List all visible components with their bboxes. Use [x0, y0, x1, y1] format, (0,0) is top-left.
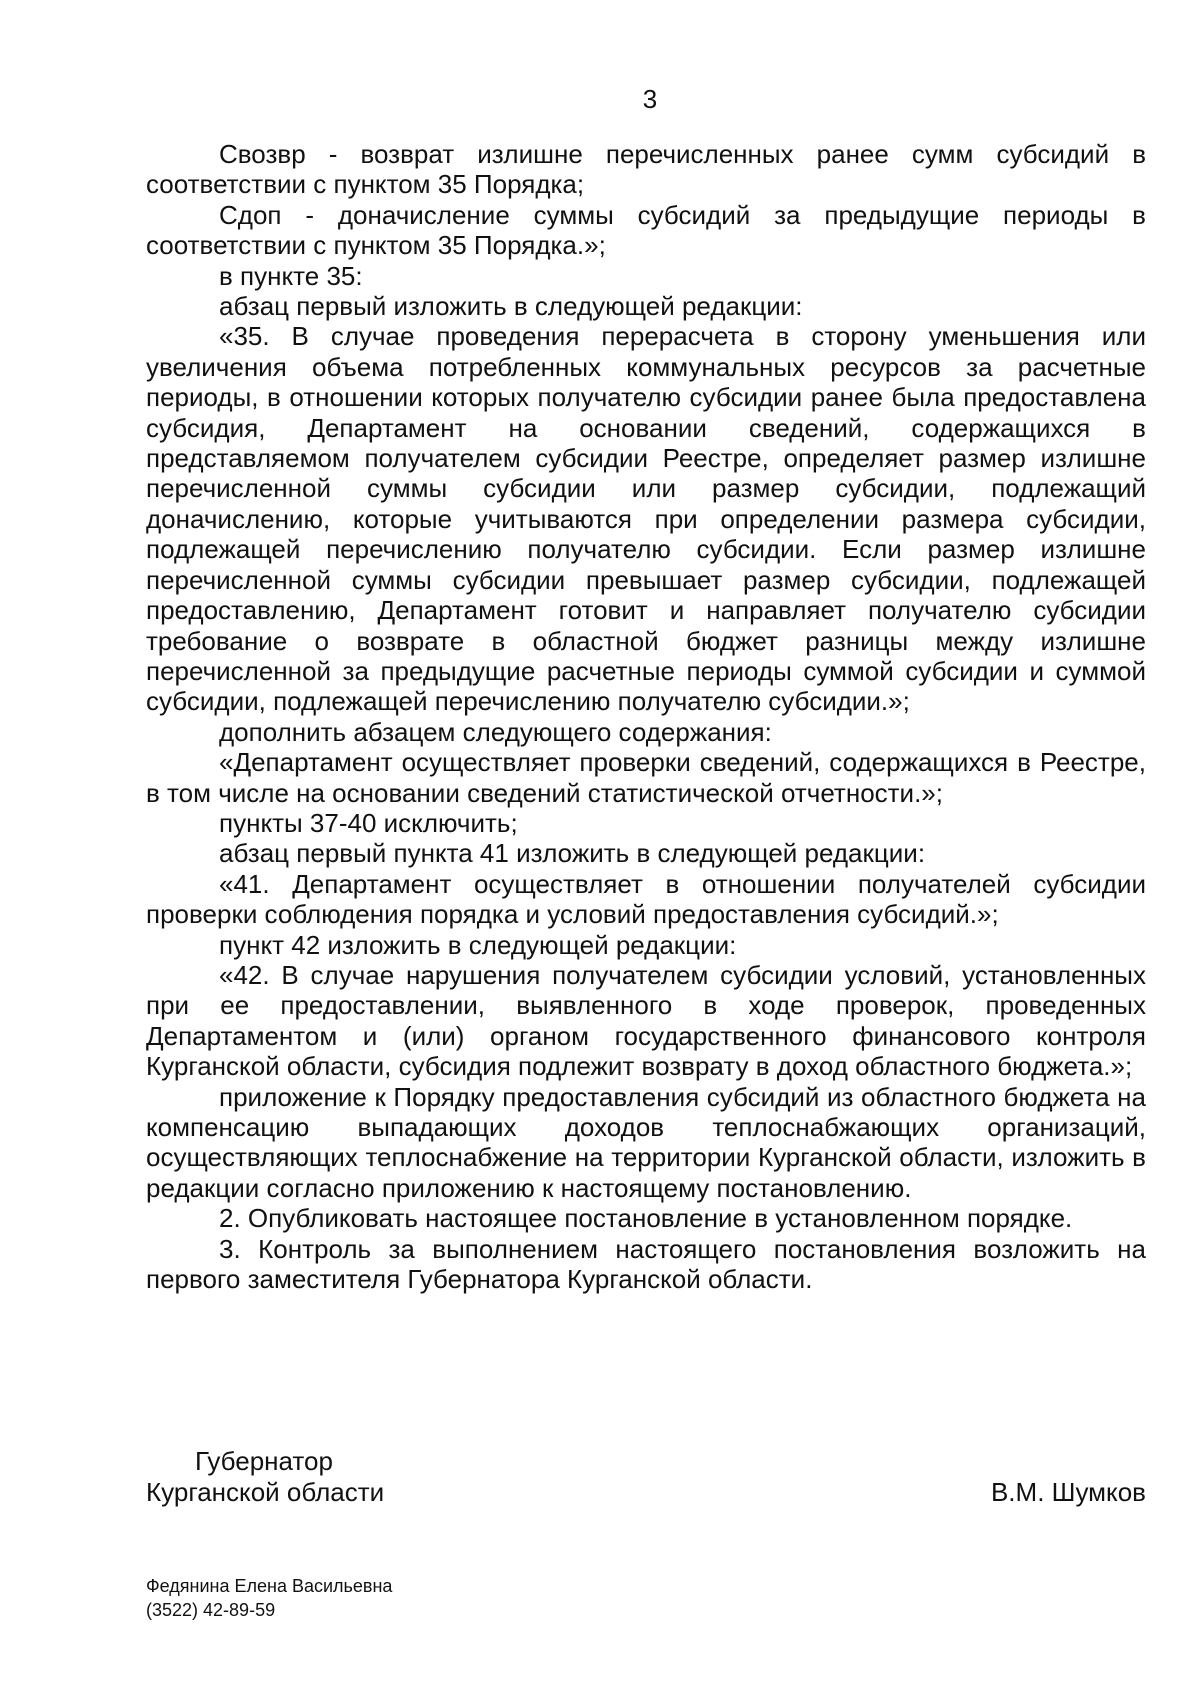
paragraph: в пункте 35:: [219, 260, 363, 291]
paragraph: пункты 37-40 исключить;: [219, 807, 518, 838]
paragraph: абзац первый пункта 41 изложить в следующей редакции:: [219, 838, 926, 869]
page-number: 3: [642, 84, 658, 114]
paragraph: Свозвр - возврат излишне перечисленных ранее сумм субсидий в соответствии с пунктом 35 Порядка;: [146, 139, 1146, 200]
paragraph: «42. В случае нарушения получателем субсидии условий, установленных при ее предоставлении, выявленного в ходе проверок, проведенных Департаментом и (или) органом государственного финансового контроля Курганской области, субсидия подлежит возврату в доход областного бюджета.»;: [146, 959, 1146, 1082]
paragraph: приложение к Порядку предоставления субсидий из областного бюджета на компенсацию выпадающих доходов теплоснабжающих организаций, осуществляющих теплоснабжение на территории Курганской области, изложить в редакции согласно приложению к настоящему постановлению.: [146, 1081, 1146, 1203]
paragraph: «Департамент осуществляет проверки сведений, содержащихся в Реестре, в том числе на основании сведений статистической отчетности.»;: [146, 747, 1146, 808]
paragraph: «41. Департамент осуществляет в отношении получателей субсидии проверки соблюдения порядка и условий предоставления субсидий.»;: [146, 868, 1146, 930]
paragraph: пункт 42 изложить в следующей редакции:: [219, 929, 737, 960]
paragraph: абзац первый изложить в следующей редакции:: [219, 291, 803, 322]
signatory-region: Курганской области: [146, 1477, 385, 1507]
executor-phone: (3522) 42-89-59: [146, 1600, 276, 1620]
paragraph: 3. Контроль за выполнением настоящего постановления возложить на первого заместителя Губернатора Курганской области.: [146, 1233, 1146, 1295]
executor-info: [146, 1574, 392, 1622]
paragraph: «35. В случае проведения перерасчета в сторону уменьшения или увеличения объема потребленных коммунальных ресурсов за расчетные периоды, в отношении которых получателю субсидии ранее была предоставлена субсидия, Департамент на основании сведений, содержащихся в представляемом получателем субсидии Реестре, определяет размер излишне перечисленной суммы субсидии или размер субсидии, подлежащий доначислению, которые учитываются при определении размера субсидии, подлежащей перечислению получателю субсидии. Если размер излишне перечисленной суммы субсидии превышает размер субсидии, подлежащей предоставлению, Департамент готовит и направляет получателю субсидии требование о возврате в областной бюджет разницы между излишне перечисленной за предыдущие расчетные периоды суммой субсидии и суммой субсидии, подлежащей перечислению получателю субсидии.»;: [146, 321, 1146, 717]
signatory-position: Губернатор: [195, 1446, 333, 1476]
signature-row: [146, 1477, 1146, 1508]
paragraph: 2. Опубликовать настоящее постановление в установленном порядке.: [219, 1203, 1073, 1234]
paragraph: дополнить абзацем следующего содержания:: [219, 716, 772, 747]
executor-name: Федянина Елена Васильевна: [146, 1576, 393, 1596]
document-body: [146, 139, 1146, 1294]
paragraph: Сдоп - доначисление суммы субсидий за предыдущие периоды в соответствии с пунктом 35 Порядка.»;: [146, 199, 1146, 261]
signatory-name: В.М. Шумков: [990, 1477, 1146, 1507]
signature-block: [146, 1446, 1146, 1508]
